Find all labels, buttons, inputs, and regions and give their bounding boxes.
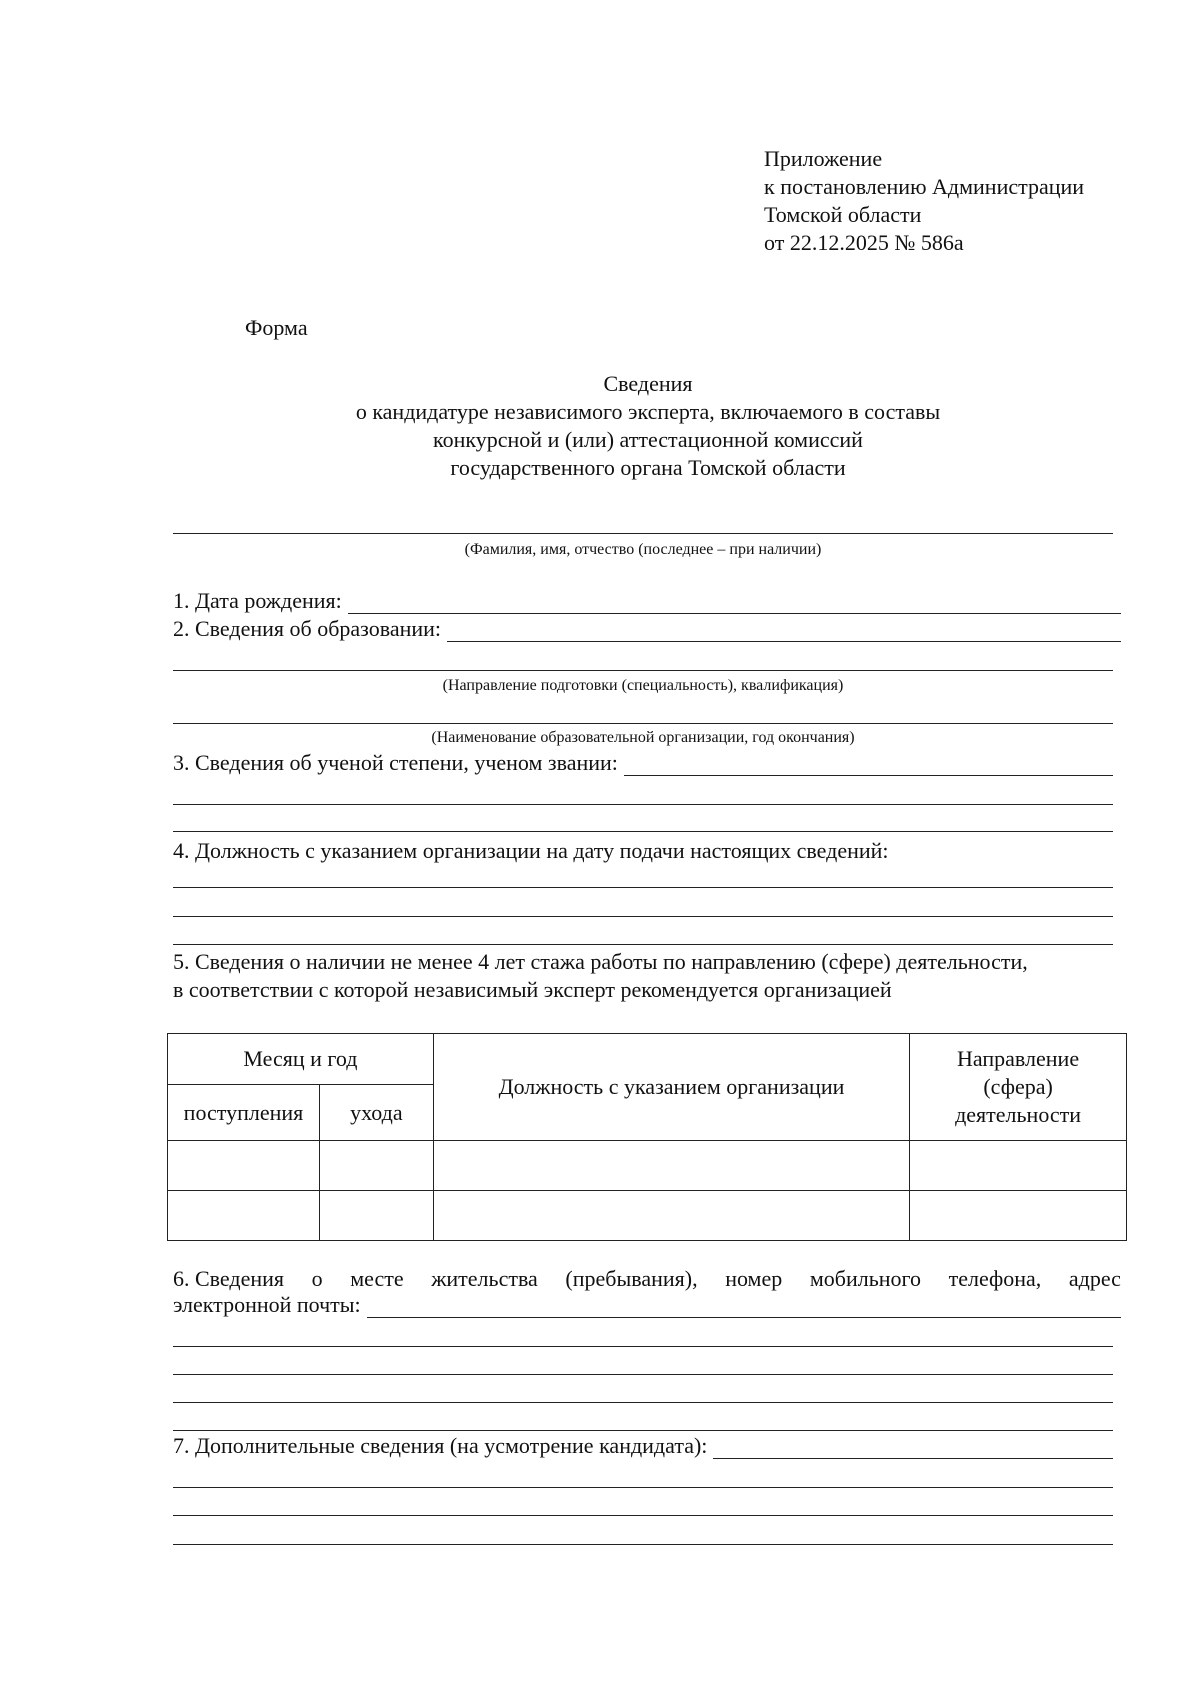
birth-date-label: 1. Дата рождения: xyxy=(173,588,342,613)
degree-field[interactable] xyxy=(624,755,1113,776)
education-field[interactable] xyxy=(447,621,1121,642)
table-header-direction xyxy=(910,1034,1127,1141)
position-label: 4. Должность с указанием организации на дату подачи настоящих сведений: xyxy=(173,838,889,863)
residence-label: электронной почты: xyxy=(173,1292,361,1317)
table-cell-leave[interactable] xyxy=(319,1141,433,1191)
title-line-3: конкурсной и (или) аттестационной комиссий xyxy=(433,427,863,452)
appendix-line-4: от 22.12.2025 № 586а xyxy=(764,230,964,255)
appendix-line-3: Томской области xyxy=(764,202,922,227)
education-line-3[interactable] xyxy=(173,723,1113,724)
table-cell-position[interactable] xyxy=(433,1141,909,1191)
table-row xyxy=(168,1141,1127,1191)
birth-date-field[interactable] xyxy=(348,593,1121,614)
residence-field[interactable] xyxy=(367,1297,1121,1318)
table-cell-entry[interactable] xyxy=(168,1191,320,1241)
additional-field[interactable] xyxy=(713,1438,1113,1459)
experience-text-line-1: 5. Сведения о наличии не менее 4 лет стажа работы по направлению (сфере) деятельности, xyxy=(173,949,1028,974)
table-header-month-year: Месяц и год xyxy=(168,1034,434,1085)
residence-word: 6. Сведения xyxy=(173,1266,285,1291)
position-line-1[interactable] xyxy=(173,887,1113,888)
table-header-position: Должность с указанием организации xyxy=(433,1034,909,1141)
residence-line-3[interactable] xyxy=(173,1374,1113,1375)
title-line-1: Сведения xyxy=(603,371,693,396)
residence-word: адрес xyxy=(1068,1266,1121,1291)
fio-caption: (Фамилия, имя, отчество (последнее – при наличии) xyxy=(464,541,822,558)
additional-label: 7. Дополнительные сведения (на усмотрение кандидата): xyxy=(173,1433,708,1458)
education-row xyxy=(173,616,1121,642)
additional-line-3[interactable] xyxy=(173,1515,1113,1516)
table-header-leave: ухода xyxy=(319,1085,433,1141)
experience-text-line-2: в соответствии с которой независимый эксперт рекомендуется организацией xyxy=(173,977,892,1002)
fio-underline[interactable] xyxy=(173,533,1113,534)
table-header-direction-line-1: Направление xyxy=(957,1046,1080,1071)
table-header-direction-line-3: деятельности xyxy=(955,1102,1082,1127)
residence-word: телефона, xyxy=(948,1266,1042,1291)
title-line-2: о кандидатуре независимого эксперта, включаемого в составы xyxy=(355,399,941,424)
residence-row xyxy=(173,1292,1121,1318)
appendix-line-1: Приложение xyxy=(764,146,883,171)
table-cell-direction[interactable] xyxy=(910,1191,1127,1241)
education-caption-specialty: (Направление подготовки (специальность), квалификация) xyxy=(442,677,844,694)
position-line-3[interactable] xyxy=(173,944,1113,945)
residence-word: жительства xyxy=(431,1266,538,1291)
table-cell-leave[interactable] xyxy=(319,1191,433,1241)
table-row xyxy=(168,1191,1127,1241)
additional-line-2[interactable] xyxy=(173,1487,1113,1488)
residence-line-5[interactable] xyxy=(173,1430,1113,1431)
additional-line-4[interactable] xyxy=(173,1544,1113,1545)
education-caption-institution: (Наименование образовательной организации, год окончания) xyxy=(431,729,855,746)
birth-date-row xyxy=(173,588,1121,614)
residence-word: о xyxy=(311,1266,323,1291)
table-header-entry: поступления xyxy=(168,1085,320,1141)
appendix-line-2: к постановлению Администрации xyxy=(764,174,1085,199)
position-line-2[interactable] xyxy=(173,916,1113,917)
education-line-2[interactable] xyxy=(173,670,1113,671)
table-cell-direction[interactable] xyxy=(910,1141,1127,1191)
experience-table xyxy=(167,1033,1127,1241)
residence-word: месте xyxy=(350,1266,404,1291)
residence-line-4[interactable] xyxy=(173,1402,1113,1403)
degree-label: 3. Сведения об ученой степени, ученом звании: xyxy=(173,750,618,775)
residence-word: (пребывания), xyxy=(565,1266,698,1291)
table-header-direction-line-2: (сфера) xyxy=(983,1074,1053,1099)
residence-word: мобильного xyxy=(809,1266,921,1291)
table-cell-position[interactable] xyxy=(433,1191,909,1241)
residence-text-line-1 xyxy=(173,1266,1121,1292)
residence-word: номер xyxy=(725,1266,783,1291)
degree-line-3[interactable] xyxy=(173,831,1113,832)
education-label: 2. Сведения об образовании: xyxy=(173,616,442,641)
table-cell-entry[interactable] xyxy=(168,1141,320,1191)
form-label: Форма xyxy=(245,315,308,340)
title-line-4: государственного органа Томской области xyxy=(450,455,846,480)
residence-line-2[interactable] xyxy=(173,1346,1113,1347)
additional-row xyxy=(173,1433,1113,1459)
degree-row xyxy=(173,750,1113,776)
degree-line-2[interactable] xyxy=(173,804,1113,805)
